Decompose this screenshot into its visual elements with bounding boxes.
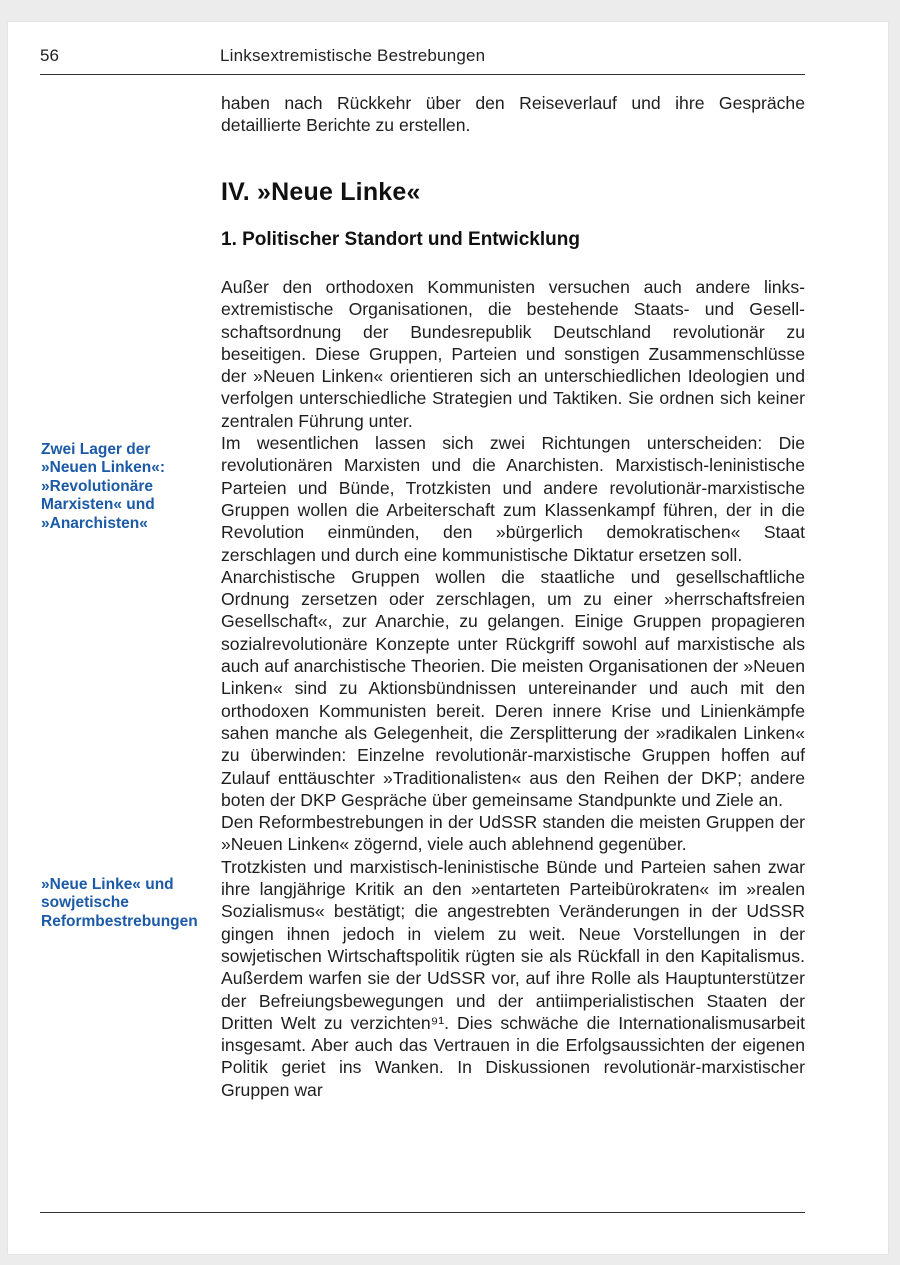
body-paragraph: Anarchistische Gruppen wollen die staatliche und gesellschaftliche Ordnung zersetzen oder zerschlagen, um zu einer »herrschaftsfreien Gesellschaft«, zur Anarchie, zu gelangen. Einige Gruppen propagieren sozialrevolutionäre Konzepte unter Rückgriff sowohl auf marxistische als auch auf anarchistische Theorien. Die meisten Organisationen der »Neuen Linken« sind zu Aktionsbündnissen untereinander und auch mit den orthodoxen Kommunisten bereit. Deren innere Krise und Linienkämpfe sahen manche als Gelegenheit, die Zersplitterung der »radikalen Linken« zu überwinden: Einzelne revolutionär-marxistische Gruppen hoffen auf Zulauf enttäuschter »Traditionalisten« aus den Reihen der DKP; andere boten der DKP Gespräche über gemeinsame Standpunkte und Ziele an.: [221, 566, 805, 810]
chapter-heading: IV. »Neue Linke«: [221, 178, 421, 206]
running-title: Linksextremistische Bestrebungen: [220, 46, 486, 65]
body-text: [221, 276, 805, 1101]
body-paragraph: Trotzkisten und marxistisch-leninistische Bünde und Parteien sahen zwar ihre langjährige Kritik an den »entarteten Parteibürokraten« im »realen Sozialismus« bestätigt; die angestrebten Veränderungen in der UdSSR gingen ihnen jedoch in vielem zu weit. Neue Vorstellungen in der sowjetischen Wirtschaftspolitik rügten sie als Rückfall in den Kapitalismus. Außerdem warfen sie der UdSSR vor, auf ihre Rolle als Hauptunterstützer der Befreiungsbewegungen und der antiimperialistischen Staaten der Dritten Welt zu verzichten⁹¹. Dies schwäche die Internationalismusarbeit insgesamt. Aber auch das Vertrauen in die Erfolgsaussichten der eigenen Politik geriet ins Wanken. In Diskussionen revolutionär-marxistischer Gruppen war: [221, 856, 805, 1100]
header-rule: [40, 74, 805, 75]
body-paragraph: Den Reformbestrebungen in der UdSSR standen die meisten Gruppen der »Neuen Linken« zögernd, viele auch ablehnend gegenüber.: [221, 812, 805, 855]
margin-note-two-camps: Zwei Lager der »Neuen Linken«: »Revolutionäre Marxisten« und »Anarchisten«: [41, 441, 166, 532]
page-number: 56: [40, 46, 59, 65]
section-heading: 1. Politischer Standort und Entwicklung: [221, 229, 580, 250]
body-paragraph: Außer den orthodoxen Kommunisten versuchen auch andere linksextremistische Organisationen, die bestehende Staats- und Gesellschaftsordnung der Bundesrepublik Deutschland revolutionär zu beseitigen. Diese Gruppen, Parteien und sonstigen Zusammenschlüsse der »Neuen Linken« orientieren sich an unterschiedlichen Ideologien und verfolgen unterschiedliche Strategien und Taktiken. Sie ordnen sich keiner zentralen Führung unter.: [221, 277, 805, 431]
intro-paragraph: haben nach Rückkehr über den Reiseverlauf und ihre Gespräche detaillierte Berichte zu erstellen.: [221, 93, 805, 136]
margin-note-soviet-reforms: »Neue Linke« und sowjetische Reformbestrebungen: [41, 876, 198, 930]
footer-rule: [40, 1212, 805, 1213]
running-header: [40, 46, 805, 72]
body-paragraph: Im wesentlichen lassen sich zwei Richtungen unterscheiden: Die revolutionären Marxisten und die Anarchisten. Marxistisch-leninistische Parteien und Bünde, Trotzkisten und andere revolutionär-marxistische Gruppen wollen die Arbeiterschaft zum Klassenkampf führen, der in die Revolution einmünden, den »bürgerlich demokratischen« Staat zerschlagen und durch eine kommunistische Diktatur ersetzen soll.: [221, 433, 805, 565]
